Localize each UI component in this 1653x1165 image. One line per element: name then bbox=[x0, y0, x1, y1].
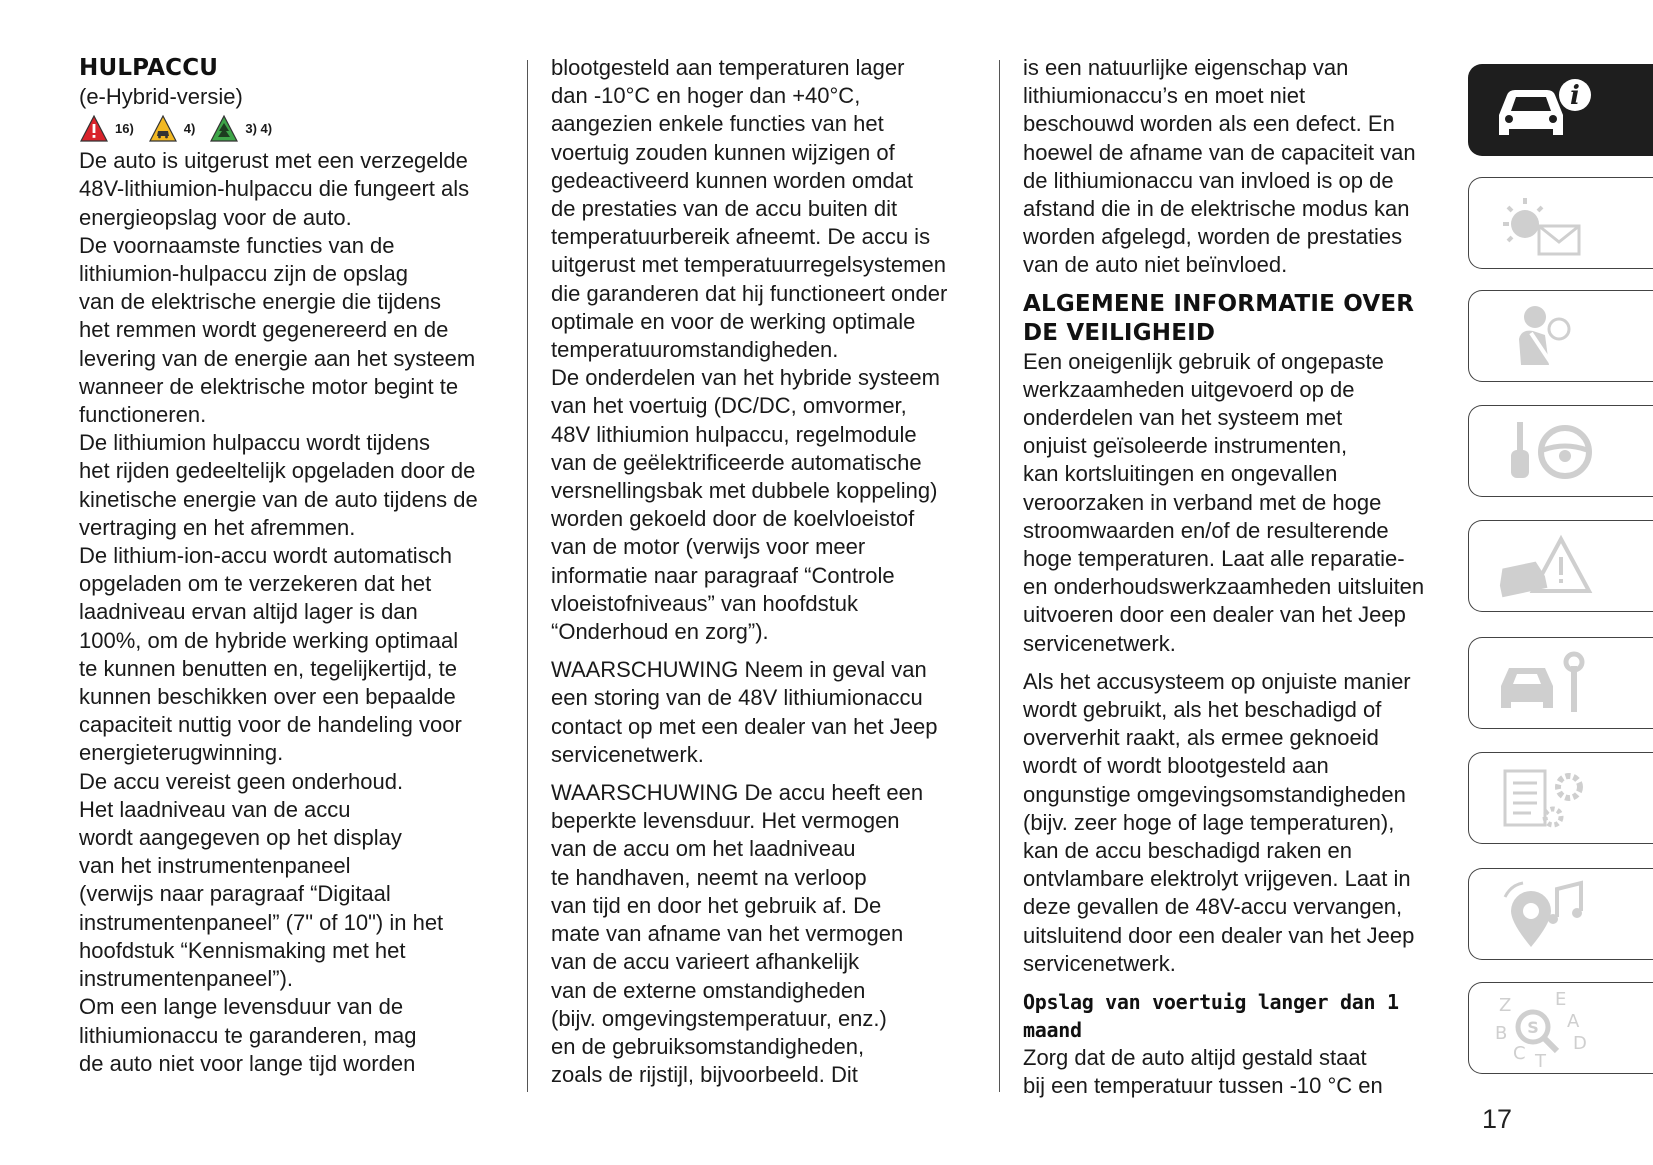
text-line: instrumentenpaneel” (7" of 10") in het bbox=[79, 909, 444, 935]
text-line: van het voertuig (DC/DC, omvormer, bbox=[551, 393, 907, 419]
chapter-tab-safety[interactable] bbox=[1468, 290, 1653, 382]
text-line: De onderdelen van het hybride systeem bbox=[551, 365, 940, 391]
column-2 bbox=[551, 54, 991, 1089]
text-line: servicenetwerk. bbox=[1023, 630, 1176, 656]
text-line: te handhaven, neemt na verloop bbox=[551, 864, 867, 890]
text-line: energieterugwinning. bbox=[79, 740, 284, 766]
text-line: en de gebruiksomstandigheden, bbox=[551, 1033, 865, 1059]
text-line: van het instrumentenpaneel bbox=[79, 853, 351, 879]
text-line: veroorzaken in verband met de hoge bbox=[1023, 489, 1382, 515]
index-letter: B bbox=[1495, 1023, 1508, 1044]
text-line: voertuig zouden kunnen wijzigen of bbox=[551, 139, 895, 165]
text-line: (bijv. zeer hoge of lage temperaturen), bbox=[1023, 809, 1395, 835]
text-line: servicenetwerk. bbox=[551, 741, 704, 767]
body-text-col1 bbox=[79, 147, 519, 1078]
text-line: uitsluitend door een dealer van het Jeep bbox=[1023, 922, 1415, 948]
heading-line: ALGEMENE INFORMATIE OVER bbox=[1023, 290, 1415, 317]
warning-note-1: 16) bbox=[115, 121, 134, 137]
text-line: ongunstige omgevingsomstandigheden bbox=[1023, 781, 1406, 807]
text-line: instrumentenpaneel”). bbox=[79, 966, 294, 992]
subheading-storage: Opslag van voertuig langer dan 1 maand bbox=[1023, 990, 1399, 1043]
text-line: 48V lithiumion hulpaccu, regelmodule bbox=[551, 421, 917, 447]
text-line: levering van de energie aan het systeem bbox=[79, 345, 476, 371]
warning-lights-message-icon bbox=[1491, 186, 1601, 262]
index-letter: D bbox=[1573, 1033, 1587, 1054]
paragraph-storage bbox=[1023, 1044, 1453, 1100]
index-letter: S bbox=[1527, 1018, 1539, 1037]
text-line: en onderhoudswerkzaamheden uitsluiten bbox=[1023, 574, 1425, 600]
text-line: de prestaties van de accu buiten dit bbox=[551, 196, 898, 222]
text-line: van de accu om het laadniveau bbox=[551, 836, 856, 862]
text-line: hoge temperaturen. Laat alle reparatie- bbox=[1023, 546, 1405, 572]
paragraph-battery-damage bbox=[1023, 668, 1453, 978]
paragraph-improper-use bbox=[1023, 348, 1453, 658]
text-line: van de externe omstandigheden bbox=[551, 977, 866, 1003]
heading-line: DE VEILIGHEID bbox=[1023, 319, 1216, 346]
text-line: Een oneigenlijk gebruik of ongepaste bbox=[1023, 348, 1384, 374]
text-line: hoewel de afname van de capaciteit van bbox=[1023, 139, 1416, 165]
text-line: bij een temperatuur tussen -10 °C en bbox=[1023, 1073, 1383, 1099]
text-line: onderdelen van het systeem met bbox=[1023, 405, 1343, 431]
text-line: laadniveau ervan altijd lager is dan bbox=[79, 599, 418, 625]
text-line: oververhit raakt, als ermee geknoeid bbox=[1023, 725, 1379, 751]
text-line: wordt of wordt blootgesteld aan bbox=[1023, 753, 1329, 779]
column-divider bbox=[999, 60, 1000, 1092]
paragraph-temperature-cooling bbox=[551, 54, 991, 646]
danger-triangle-icon bbox=[79, 114, 109, 144]
index-letter: A bbox=[1567, 1011, 1580, 1032]
text-line: servicenetwerk. bbox=[1023, 950, 1176, 976]
info-glyph: i bbox=[1570, 81, 1580, 111]
text-line: uitgerust met temperatuurregelsystemen bbox=[551, 252, 946, 278]
text-line: werkzaamheden uitgevoerd op de bbox=[1023, 376, 1355, 402]
warning-symbols-row bbox=[79, 111, 519, 147]
alphabetical-index-search-icon bbox=[1491, 991, 1601, 1067]
chapter-tab-warning-lights[interactable] bbox=[1468, 177, 1653, 269]
warning-note-3: 3) 4) bbox=[245, 121, 273, 137]
emergency-car-warning-icon bbox=[1491, 529, 1601, 605]
warning-note-2: 4) bbox=[183, 121, 196, 137]
key-steering-wheel-icon bbox=[1491, 414, 1601, 490]
text-line: WAARSCHUWING Neem in geval van bbox=[551, 657, 927, 683]
text-line: een storing van de 48V lithiumionaccu bbox=[551, 685, 923, 711]
text-line: afstand die in de elektrische modus kan bbox=[1023, 196, 1410, 222]
text-line: vertraging en het afremmen. bbox=[79, 514, 356, 540]
chapter-tab-emergency[interactable] bbox=[1468, 520, 1653, 612]
warning-paragraph-levensduur bbox=[551, 779, 991, 1089]
chapter-tab-technical-data[interactable] bbox=[1468, 752, 1653, 844]
text-line: worden gekoeld door de koelvloeistof bbox=[551, 506, 915, 532]
text-line: wanneer de elektrische motor begint te bbox=[79, 373, 459, 399]
text-line: (verwijs naar paragraaf “Digitaal bbox=[79, 881, 391, 907]
text-line: De lithiumion hulpaccu wordt tijdens bbox=[79, 430, 430, 456]
text-line: “Onderhoud en zorg”). bbox=[551, 619, 769, 645]
caution-car-triangle-icon bbox=[148, 114, 178, 144]
text-line: aangezien enkele functies van het bbox=[551, 111, 884, 137]
text-line: onjuist geïsoleerde instrumenten, bbox=[1023, 433, 1348, 459]
text-line: beperkte levensduur. Het vermogen bbox=[551, 808, 900, 834]
text-line: lithiumionaccu’s en moet niet bbox=[1023, 83, 1306, 109]
section-subtitle: (e-Hybrid-versie) bbox=[79, 84, 243, 109]
index-letter: T bbox=[1535, 1051, 1546, 1067]
text-line: lithiumion-hulpaccu zijn de opslag bbox=[79, 261, 408, 287]
airbag-seatbelt-icon bbox=[1491, 299, 1601, 375]
text-line: 48V-lithiumion-hulpaccu die fungeert als bbox=[79, 176, 470, 202]
text-line: vloeistofniveaus” van hoofdstuk bbox=[551, 590, 858, 616]
text-line: die garanderen dat hij functioneert onder bbox=[551, 280, 948, 306]
index-letter: Z bbox=[1499, 995, 1512, 1016]
text-line: de auto niet voor lange tijd worden bbox=[79, 1050, 416, 1076]
column-1 bbox=[79, 54, 519, 1078]
text-line: (bijv. omgevingstemperatuur, enz.) bbox=[551, 1005, 887, 1031]
text-line: contact op met een dealer van het Jeep bbox=[551, 713, 938, 739]
text-line: De auto is uitgerust met een verzegelde bbox=[79, 148, 468, 174]
text-line: energieopslag voor de auto. bbox=[79, 204, 352, 230]
text-line: het rijden gedeeltelijk opgeladen door de bbox=[79, 458, 476, 484]
text-line: te kunnen benutten en, tegelijkertijd, te bbox=[79, 655, 457, 681]
text-line: van de geëlektrificeerde automatische bbox=[551, 449, 922, 475]
chapter-tab-car-info[interactable] bbox=[1468, 64, 1653, 156]
text-line: WAARSCHUWING De accu heeft een bbox=[551, 780, 924, 806]
text-line: functioneren. bbox=[79, 402, 207, 428]
text-line: van de auto niet beïnvloed. bbox=[1023, 252, 1288, 278]
text-line: van de motor (verwijs voor meer bbox=[551, 534, 866, 560]
text-line: kunnen beschikken over een bepaalde bbox=[79, 684, 456, 710]
text-line: Om een lange levensduur van de bbox=[79, 994, 404, 1020]
text-line: dan -10°C en hoger dan +40°C, bbox=[551, 83, 861, 109]
multimedia-location-music-icon bbox=[1491, 877, 1601, 953]
column-3 bbox=[1023, 54, 1453, 1101]
text-line: De voornaamste functies van de bbox=[79, 232, 395, 258]
text-line: Zorg dat de auto altijd gestald staat bbox=[1023, 1045, 1367, 1071]
text-line: wordt aangegeven op het display bbox=[79, 825, 402, 851]
text-line: van de elektrische energie die tijdens bbox=[79, 289, 442, 315]
chapter-tab-multimedia[interactable] bbox=[1468, 868, 1653, 960]
text-line: optimale en voor de werking optimale bbox=[551, 308, 916, 334]
text-line: hoofdstuk “Kennismaking met het bbox=[79, 937, 406, 963]
index-letter: C bbox=[1513, 1043, 1526, 1064]
text-line: blootgesteld aan temperaturen lager bbox=[551, 55, 905, 80]
text-line: opgeladen om te verzekeren dat het bbox=[79, 571, 432, 597]
text-line: zoals de rijstijl, bijvoorbeeld. Dit bbox=[551, 1062, 858, 1088]
text-line: deze gevallen de 48V-accu vervangen, bbox=[1023, 894, 1403, 920]
warning-paragraph-storing bbox=[551, 656, 991, 769]
car-wrench-icon bbox=[1491, 646, 1601, 722]
text-line: het remmen wordt gegenereerd en de bbox=[79, 317, 449, 343]
text-line: van tijd en door het gebruik af. De bbox=[551, 892, 882, 918]
text-line: 100%, om de hybride werking optimaal bbox=[79, 627, 459, 653]
text-line: informatie naar paragraaf “Controle bbox=[551, 562, 895, 588]
text-line: uitvoeren door een dealer van het Jeep bbox=[1023, 602, 1406, 628]
chapter-tab-starting-driving[interactable] bbox=[1468, 405, 1653, 497]
technical-data-gear-icon bbox=[1491, 761, 1601, 837]
text-line: De lithium-ion-accu wordt automatisch bbox=[79, 543, 452, 569]
car-info-icon bbox=[1491, 73, 1601, 149]
text-line: capaciteit nuttig voor de handeling voor bbox=[79, 712, 462, 738]
text-line: beschouwd worden als een defect. En bbox=[1023, 111, 1395, 137]
text-line: worden afgelegd, worden de prestaties bbox=[1023, 224, 1403, 250]
text-line: gedeactiveerd kunnen worden omdat bbox=[551, 167, 914, 193]
section-heading-veiligheid bbox=[1023, 290, 1453, 348]
text-line: Het laadniveau van de accu bbox=[79, 796, 351, 822]
paragraph-natural-property bbox=[1023, 54, 1453, 280]
page-number: 17 bbox=[1482, 1104, 1513, 1134]
text-line: Als het accusysteem op onjuiste manier bbox=[1023, 668, 1411, 694]
chapter-tab-maintenance[interactable] bbox=[1468, 637, 1653, 729]
text-line: kan kortsluitingen en ongevallen bbox=[1023, 461, 1338, 487]
text-line: kinetische energie van de auto tijdens de bbox=[79, 486, 478, 512]
index-letter: E bbox=[1555, 991, 1567, 1010]
section-heading-hulpaccu: HULPACCU bbox=[79, 55, 219, 81]
text-line: wordt gebruikt, als het beschadigd of bbox=[1023, 697, 1382, 723]
text-line: stroomwaarden en/of de resulterende bbox=[1023, 517, 1389, 543]
text-line: lithiumionaccu te garanderen, mag bbox=[79, 1022, 417, 1048]
text-line: ontvlambare elektrolyt vrijgeven. Laat in bbox=[1023, 866, 1411, 892]
text-line: De accu vereist geen onderhoud. bbox=[79, 768, 404, 794]
text-line: kan de accu beschadigd raken en bbox=[1023, 838, 1353, 864]
text-line: temperatuuromstandigheden. bbox=[551, 337, 839, 363]
environment-tree-triangle-icon bbox=[209, 114, 239, 144]
text-line: versnellingsbak met dubbele koppeling) bbox=[551, 478, 938, 504]
text-line: van de accu varieert afhankelijk bbox=[551, 949, 860, 975]
text-line: temperatuurbereik afneemt. De accu is bbox=[551, 224, 931, 250]
text-line: mate van afname van het vermogen bbox=[551, 921, 904, 947]
text-line: de lithiumionaccu van invloed is op de bbox=[1023, 167, 1394, 193]
column-divider bbox=[527, 60, 528, 1092]
text-line: is een natuurlijke eigenschap van bbox=[1023, 55, 1349, 80]
chapter-tab-index[interactable] bbox=[1468, 982, 1653, 1074]
